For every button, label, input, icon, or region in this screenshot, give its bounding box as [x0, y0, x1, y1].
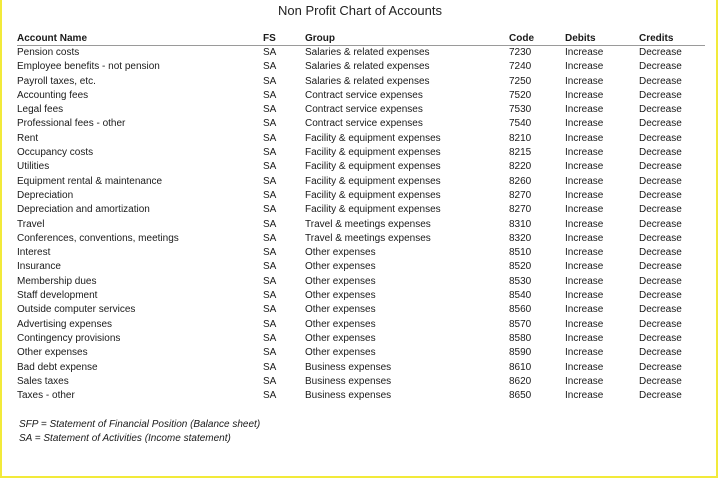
group-cell: Facility & equipment expenses	[305, 189, 441, 201]
code-cell: 7520	[509, 89, 532, 101]
account-name-cell: Professional fees - other	[17, 118, 126, 130]
group-cell: Other expenses	[305, 290, 376, 302]
debits-cell: Increase	[565, 218, 604, 230]
table-row	[17, 218, 705, 232]
code-cell: 8510	[509, 247, 532, 259]
group-cell: Contract service expenses	[305, 89, 423, 101]
account-name-cell: Rent	[17, 132, 39, 144]
code-cell: 8590	[509, 347, 532, 359]
credits-cell: Decrease	[639, 175, 682, 187]
debits-cell: Increase	[565, 47, 604, 58]
credits-cell: Decrease	[639, 332, 682, 344]
table-row	[17, 117, 705, 131]
credits-cell: Decrease	[639, 347, 682, 359]
debits-cell: Increase	[565, 247, 604, 259]
fs-cell: SA	[263, 275, 277, 287]
debits-cell: Increase	[565, 189, 604, 201]
credits-cell: Decrease	[639, 132, 682, 144]
table-body	[17, 46, 705, 404]
code-cell: 8650	[509, 390, 532, 402]
table-row	[17, 318, 705, 332]
credits-cell: Decrease	[639, 390, 682, 402]
group-cell: Facility & equipment expenses	[305, 132, 441, 144]
code-cell: 8620	[509, 375, 532, 387]
footnote-sa: SA = Statement of Activities (Income statement)	[19, 433, 231, 444]
code-cell: 8220	[509, 161, 532, 173]
debits-cell: Increase	[565, 61, 604, 73]
header-fs: FS	[263, 32, 305, 46]
table-row	[17, 246, 705, 260]
credits-cell: Decrease	[639, 61, 682, 73]
account-name-cell: Accounting fees	[17, 89, 89, 101]
table-row	[17, 361, 705, 375]
debits-cell: Increase	[565, 290, 604, 302]
fs-cell: SA	[263, 132, 277, 144]
account-name-cell: Utilities	[17, 161, 50, 173]
table-row	[17, 203, 705, 217]
table-row	[17, 303, 705, 317]
debits-cell: Increase	[565, 332, 604, 344]
credits-cell: Decrease	[639, 118, 682, 130]
table-row	[17, 289, 705, 303]
code-cell: 7540	[509, 118, 532, 130]
table-row	[17, 346, 705, 360]
fs-cell: SA	[263, 104, 277, 116]
credits-cell: Decrease	[639, 147, 682, 159]
fs-cell: SA	[263, 304, 277, 316]
credits-cell: Decrease	[639, 290, 682, 302]
code-cell: 8570	[509, 318, 532, 330]
code-cell: 8215	[509, 147, 532, 159]
header-code: Code	[509, 32, 565, 46]
group-cell: Other expenses	[305, 247, 376, 259]
code-cell: 8540	[509, 290, 532, 302]
table-row	[17, 75, 705, 89]
table-row	[17, 189, 705, 203]
fs-cell: SA	[263, 375, 277, 387]
fs-cell: SA	[263, 204, 277, 216]
account-name-cell: Interest	[17, 247, 51, 259]
account-name-cell: Pension costs	[17, 47, 80, 58]
table-row	[17, 132, 705, 146]
credits-cell: Decrease	[639, 375, 682, 387]
account-name-cell: Advertising expenses	[17, 318, 113, 330]
credits-cell: Decrease	[639, 247, 682, 259]
group-cell: Business expenses	[305, 375, 392, 387]
group-cell: Salaries & related expenses	[305, 75, 430, 87]
credits-cell: Decrease	[639, 89, 682, 101]
code-cell: 8580	[509, 332, 532, 344]
fs-cell: SA	[263, 361, 277, 373]
fs-cell: SA	[263, 161, 277, 173]
fs-cell: SA	[263, 89, 277, 101]
table-row	[17, 60, 705, 74]
debits-cell: Increase	[565, 204, 604, 216]
fs-cell: SA	[263, 232, 277, 244]
debits-cell: Increase	[565, 318, 604, 330]
code-cell: 8210	[509, 132, 532, 144]
group-cell: Contract service expenses	[305, 118, 423, 130]
table-row	[17, 260, 705, 274]
group-cell: Business expenses	[305, 390, 392, 402]
credits-cell: Decrease	[639, 275, 682, 287]
code-cell: 8530	[509, 275, 532, 287]
fs-cell: SA	[263, 189, 277, 201]
fs-cell: SA	[263, 318, 277, 330]
page-title: Non Profit Chart of Accounts	[277, 3, 443, 18]
debits-cell: Increase	[565, 175, 604, 187]
group-cell: Other expenses	[305, 261, 376, 273]
fs-cell: SA	[263, 390, 277, 402]
header-debits: Debits	[565, 32, 639, 46]
account-name-cell: Equipment rental & maintenance	[17, 175, 163, 187]
header-credits: Credits	[639, 32, 705, 46]
debits-cell: Increase	[565, 275, 604, 287]
group-cell: Facility & equipment expenses	[305, 204, 441, 216]
account-name-cell: Occupancy costs	[17, 147, 94, 159]
credits-cell: Decrease	[639, 261, 682, 273]
fs-cell: SA	[263, 47, 277, 58]
group-cell: Other expenses	[305, 304, 376, 316]
account-name-cell: Depreciation and amortization	[17, 204, 150, 216]
fs-cell: SA	[263, 147, 277, 159]
debits-cell: Increase	[565, 89, 604, 101]
fs-cell: SA	[263, 347, 277, 359]
fs-cell: SA	[263, 218, 277, 230]
credits-cell: Decrease	[639, 189, 682, 201]
table-row	[17, 175, 705, 189]
group-cell: Other expenses	[305, 347, 376, 359]
debits-cell: Increase	[565, 347, 604, 359]
account-name-cell: Outside computer services	[17, 304, 136, 316]
account-name-cell: Bad debt expense	[17, 361, 98, 373]
debits-cell: Increase	[565, 161, 604, 173]
account-name-cell: Other expenses	[17, 347, 88, 359]
code-cell: 7230	[509, 47, 532, 58]
fs-cell: SA	[263, 290, 277, 302]
account-name-cell: Depreciation	[17, 189, 74, 201]
credits-cell: Decrease	[639, 104, 682, 116]
header-account-name: Account Name	[17, 32, 263, 46]
group-cell: Other expenses	[305, 275, 376, 287]
debits-cell: Increase	[565, 261, 604, 273]
table-row	[17, 375, 705, 389]
fs-cell: SA	[263, 75, 277, 87]
code-cell: 8270	[509, 189, 532, 201]
code-cell: 8310	[509, 218, 532, 230]
table-row	[17, 160, 705, 174]
debits-cell: Increase	[565, 375, 604, 387]
table-row	[17, 46, 705, 61]
credits-cell: Decrease	[639, 232, 682, 244]
table-row	[17, 89, 705, 103]
fs-cell: SA	[263, 261, 277, 273]
credits-cell: Decrease	[639, 361, 682, 373]
debits-cell: Increase	[565, 304, 604, 316]
table-row	[17, 232, 705, 246]
table-header-row	[17, 32, 705, 46]
account-name-cell: Insurance	[17, 261, 61, 273]
group-cell: Facility & equipment expenses	[305, 147, 441, 159]
code-cell: 7250	[509, 75, 532, 87]
group-cell: Salaries & related expenses	[305, 47, 430, 58]
group-cell: Business expenses	[305, 361, 392, 373]
footnotes	[19, 418, 260, 446]
table-row	[17, 275, 705, 289]
account-name-cell: Conferences, conventions, meetings	[17, 232, 179, 244]
code-cell: 8270	[509, 204, 532, 216]
debits-cell: Increase	[565, 132, 604, 144]
group-cell: Travel & meetings expenses	[305, 218, 431, 230]
credits-cell: Decrease	[639, 47, 682, 58]
group-cell: Contract service expenses	[305, 104, 423, 116]
fs-cell: SA	[263, 247, 277, 259]
group-cell: Facility & equipment expenses	[305, 161, 441, 173]
account-name-cell: Travel	[17, 218, 45, 230]
credits-cell: Decrease	[639, 304, 682, 316]
group-cell: Other expenses	[305, 332, 376, 344]
account-name-cell: Membership dues	[17, 275, 97, 287]
account-name-cell: Payroll taxes, etc.	[17, 75, 96, 87]
debits-cell: Increase	[565, 118, 604, 130]
code-cell: 7530	[509, 104, 532, 116]
debits-cell: Increase	[565, 232, 604, 244]
debits-cell: Increase	[565, 390, 604, 402]
code-cell: 7240	[509, 61, 532, 73]
fs-cell: SA	[263, 118, 277, 130]
header-group: Group	[305, 32, 509, 46]
account-name-cell: Sales taxes	[17, 375, 69, 387]
debits-cell: Increase	[565, 361, 604, 373]
debits-cell: Increase	[565, 75, 604, 87]
fs-cell: SA	[263, 332, 277, 344]
table-row	[17, 103, 705, 117]
credits-cell: Decrease	[639, 318, 682, 330]
fs-cell: SA	[263, 175, 277, 187]
table-row	[17, 389, 705, 403]
code-cell: 8320	[509, 232, 532, 244]
fs-cell: SA	[263, 61, 277, 73]
debits-cell: Increase	[565, 104, 604, 116]
code-cell: 8520	[509, 261, 532, 273]
credits-cell: Decrease	[639, 218, 682, 230]
accounts-table	[17, 32, 705, 403]
group-cell: Travel & meetings expenses	[305, 232, 431, 244]
account-name-cell: Employee benefits - not pension	[17, 61, 160, 73]
account-name-cell: Taxes - other	[17, 390, 75, 402]
code-cell: 8260	[509, 175, 532, 187]
group-cell: Other expenses	[305, 318, 376, 330]
code-cell: 8610	[509, 361, 532, 373]
group-cell: Salaries & related expenses	[305, 61, 430, 73]
group-cell: Facility & equipment expenses	[305, 175, 441, 187]
credits-cell: Decrease	[639, 75, 682, 87]
account-name-cell: Staff development	[17, 290, 98, 302]
credits-cell: Decrease	[639, 204, 682, 216]
table-row	[17, 146, 705, 160]
account-name-cell: Legal fees	[17, 104, 64, 116]
footnote-sfp: SFP = Statement of Financial Position (Balance sheet)	[19, 419, 261, 430]
debits-cell: Increase	[565, 147, 604, 159]
account-name-cell: Contingency provisions	[17, 332, 121, 344]
table-row	[17, 332, 705, 346]
credits-cell: Decrease	[639, 161, 682, 173]
code-cell: 8560	[509, 304, 532, 316]
